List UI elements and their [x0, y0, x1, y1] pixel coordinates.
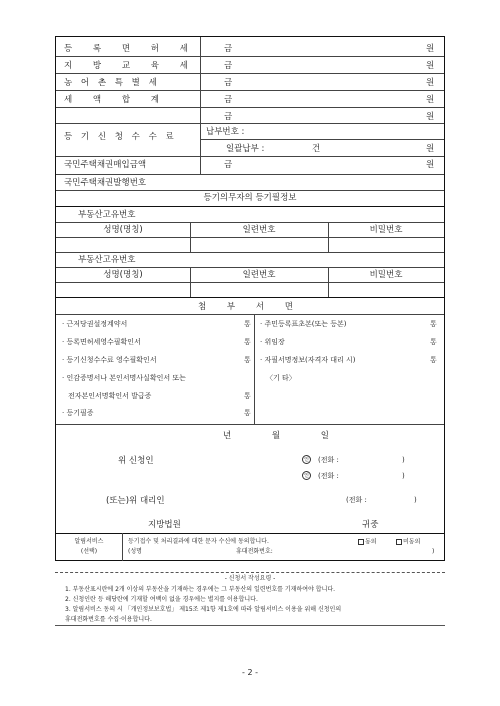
registration-license-tax-mark: 금: [224, 44, 233, 54]
attachment-unit: 통: [244, 409, 251, 417]
attachment-unit: 통: [430, 338, 437, 346]
application-fee-label: 등 기 신 청 수 수 료: [64, 132, 177, 142]
application-form: [55, 36, 445, 561]
serial-header: 일련번호: [242, 225, 276, 235]
bulk-count-unit: 건: [312, 144, 321, 154]
instruction-item: 3. 알림서비스 동의 시 「개인정보보호법」 제15조 제1항 제1호에 따라 알림서비스 이용을 위해 신청인의: [65, 606, 342, 613]
registration-license-tax-unit: 원: [426, 44, 435, 54]
sms-disagree-option[interactable]: 미동의: [396, 539, 420, 546]
password-header: 비밀번호: [369, 270, 403, 280]
instructions-box: [55, 572, 445, 626]
property-id-label: 부동산고유번호: [78, 210, 136, 220]
blank-row-unit: 원: [426, 112, 435, 122]
page-number: - 2 -: [242, 668, 258, 677]
sms-consent-text: 등기접수 및 처리결과에 대한 문자 수신에 동의합니다.: [128, 538, 269, 545]
attachment-item: · 주민등록표초본(또는 등본): [260, 320, 347, 328]
attachment-item: · 자필서명정보(자격자 대리 시): [260, 356, 356, 364]
attachment-unit: 통: [244, 356, 251, 364]
phone-label: (전화 :: [318, 472, 339, 480]
local-education-tax-mark: 금: [224, 61, 233, 71]
sms-agree-option[interactable]: 동의: [358, 539, 377, 546]
phone-close: ): [402, 456, 405, 464]
obligor-section-title: 등기의무자의 등기필정보: [203, 193, 297, 203]
attachment-unit: 통: [244, 392, 251, 400]
date-label: 년 월 일: [222, 431, 330, 441]
local-education-tax-label: 지 방 교 육 세: [64, 61, 197, 71]
bond-number-label: 국민주택채권발행번호: [64, 178, 147, 188]
bond-purchase-unit: 원: [426, 160, 435, 170]
attachment-item: · 인감증명서나 본인서명사실확인서 또는: [62, 374, 186, 382]
sms-phone-field[interactable]: 휴대전화번호:: [236, 548, 273, 555]
total-tax-mark: 금: [224, 95, 233, 105]
phone-label: (전화 :: [346, 496, 367, 504]
name-header: 성명(명칭): [103, 270, 143, 280]
bond-purchase-label: 국민주택채권매입금액: [64, 160, 147, 170]
phone-close: ): [414, 496, 417, 504]
blank-row-mark: 금: [224, 112, 233, 122]
property-id-label: 부동산고유번호: [78, 255, 136, 265]
court-label: 지방법원: [148, 520, 181, 530]
bond-purchase-mark: 금: [224, 160, 233, 170]
sms-name-field[interactable]: (성명: [128, 548, 142, 555]
court-suffix: 귀중: [362, 520, 379, 530]
attachment-unit: 통: [430, 320, 437, 328]
attachment-item: · 등기필증: [62, 409, 94, 417]
rural-special-tax-mark: 금: [224, 78, 233, 88]
attachment-item: 전자본인서명확인서 발급증: [68, 392, 152, 400]
sms-label: 알림서비스: [74, 538, 104, 545]
attachment-item: · 위임장: [260, 338, 285, 346]
attachment-item: · 등록면허세영수필확인서: [62, 338, 141, 346]
application-fee-unit: 원: [426, 144, 435, 154]
instructions-title: - 신청서 작성요령 -: [224, 575, 276, 582]
attachment-item: 〈기 타〉: [266, 374, 296, 382]
attachment-item: · 등기신청수수료 영수필확인서: [62, 356, 157, 364]
attachments-title: 첨 부 서 면: [198, 302, 302, 312]
registration-license-tax-label: 등 록 면 허 세: [64, 44, 197, 54]
agent-label: (또는)위 대리인: [106, 496, 165, 506]
seal-mark: 인: [302, 455, 311, 464]
total-tax-unit: 원: [426, 95, 435, 105]
serial-header: 일련번호: [242, 270, 276, 280]
name-header: 성명(명칭): [103, 225, 143, 235]
instruction-item: 휴대전화번호를 수집·이용합니다.: [65, 616, 152, 623]
payment-number-label: 납부번호 :: [206, 127, 245, 137]
disagree-checkbox[interactable]: [396, 539, 402, 545]
total-tax-label: 세 액 합 계: [64, 95, 168, 105]
applicant-label: 위 신청인: [118, 456, 154, 466]
seal-mark: 인: [302, 471, 311, 480]
attachment-unit: 통: [430, 356, 437, 364]
rural-special-tax-label: 농 어 촌 특 별 세: [64, 78, 160, 88]
rural-special-tax-unit: 원: [426, 78, 435, 88]
phone-close: ): [402, 472, 405, 480]
instruction-item: 1. 부동산표시란에 2개 이상의 부동산을 기재하는 경우에는 그 부동산의 일련번호를 기재하여야 합니다.: [65, 586, 336, 593]
instruction-item: 2. 신청인란 등 해당란에 기재할 여백이 없을 경우에는 별지를 이용합니다.: [65, 596, 258, 603]
attachment-unit: 통: [244, 338, 251, 346]
attachment-item: · 근저당권설정계약서: [62, 320, 128, 328]
attachment-unit: 통: [244, 320, 251, 328]
bulk-payment-label: 일괄납부 :: [226, 144, 265, 154]
password-header: 비밀번호: [369, 225, 403, 235]
sms-sublabel: (선택): [80, 548, 98, 555]
sms-close: ): [432, 548, 435, 555]
phone-label: (전화 :: [318, 456, 339, 464]
agree-checkbox[interactable]: [358, 539, 364, 545]
local-education-tax-unit: 원: [426, 61, 435, 71]
